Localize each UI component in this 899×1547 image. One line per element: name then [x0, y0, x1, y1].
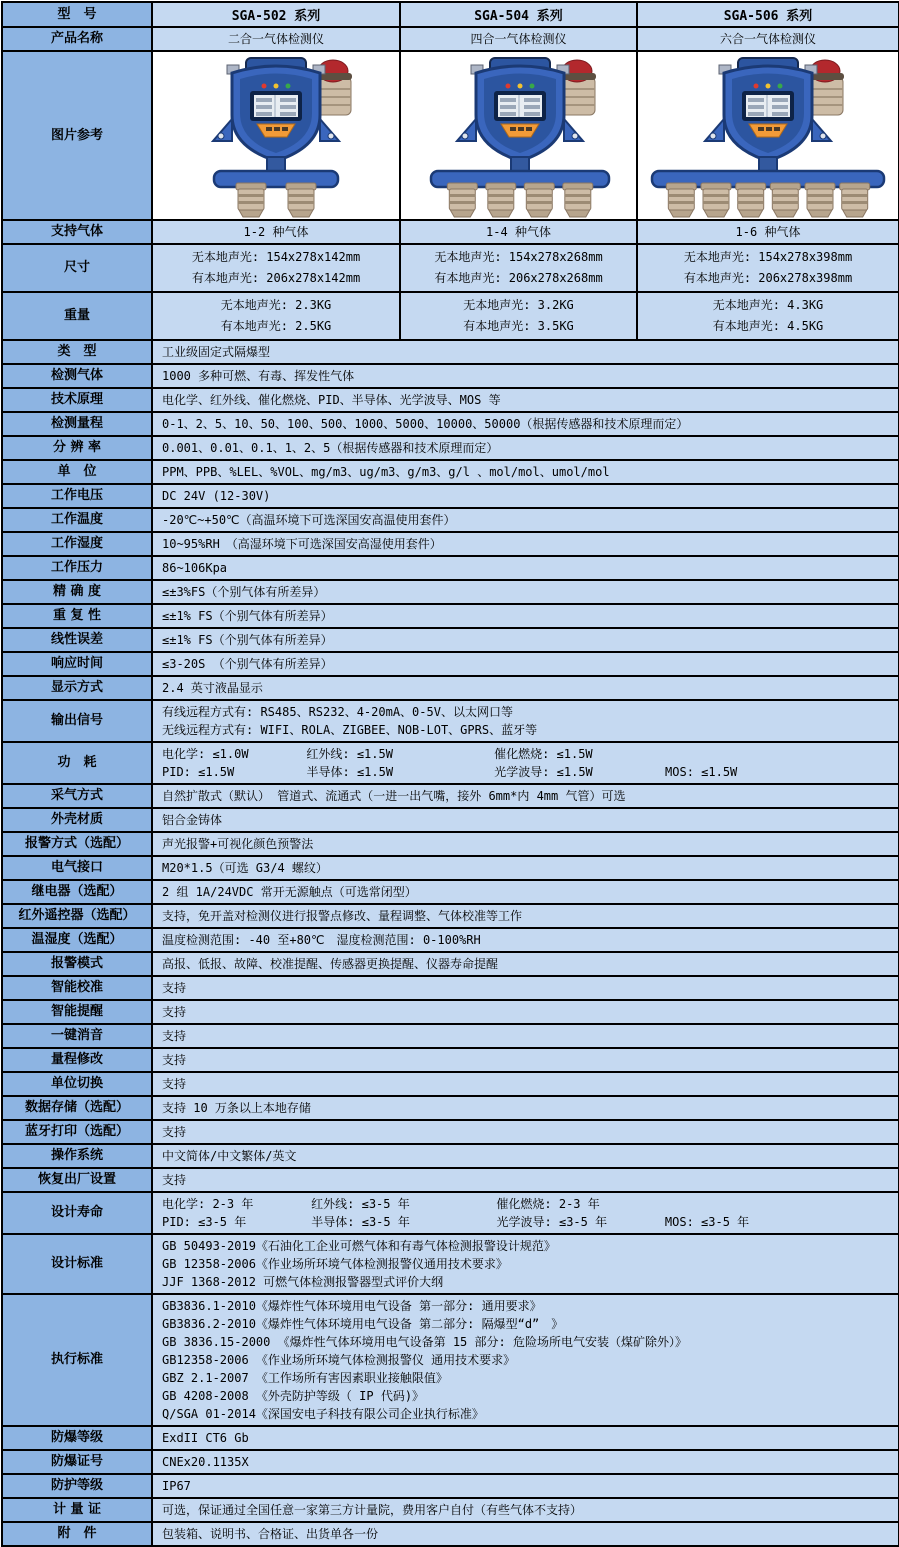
value-line: 0.001、0.01、0.1、1、2、5（根据传感器和技术原理而定） — [162, 441, 499, 455]
table-row — [2, 742, 899, 784]
value-line: 铝合金铸体 — [162, 813, 223, 827]
cell-linearity-error — [152, 628, 899, 652]
value-line: IP67 — [162, 1479, 191, 1493]
table-row — [2, 1498, 899, 1522]
value-line: 支持，免开盖对检测仪进行报警点修改、量程调整、气体校准等工作 — [162, 909, 523, 923]
value-line: 无本地声光: 154x278x268mm — [434, 250, 603, 264]
cell-bluetooth-printing — [152, 1120, 899, 1144]
value-line: 无本地声光: 154x278x142mm — [191, 250, 361, 264]
detector-head — [213, 58, 339, 161]
cell-product-name — [637, 27, 899, 51]
product-image — [400, 51, 637, 220]
row-label-resolution: 分 辨 率 — [2, 436, 152, 460]
table-row — [2, 856, 899, 880]
table-row — [2, 1048, 899, 1072]
sensor-probe — [236, 183, 266, 217]
value-line: GB3836.2-2010《爆炸性气体环境用电气设备 第二部分: 隔爆型“d” 》 — [162, 1317, 564, 1331]
value-line: GB3836.1-2010《爆炸性气体环境用电气设备 第一部分: 通用要求》 — [162, 1299, 542, 1313]
row-label-dimensions: 尺寸 — [2, 244, 152, 292]
value-line: -20℃~+50℃（高温环境下可选深国安高温使用套件） — [162, 513, 456, 527]
value-line: GB 4208-2008 《外壳防护等级（ IP 代码)》 — [162, 1389, 425, 1403]
table-row — [2, 364, 899, 388]
cell-weight — [152, 292, 400, 340]
model-name: SGA-504 系列 — [400, 2, 637, 27]
value-line: 六合一气体检测仪 — [719, 32, 816, 46]
table-row — [2, 880, 899, 904]
value-line: GB 50493-2019《石油化工企业可燃气体和有毒气体检测报警设计规范》 — [162, 1239, 556, 1253]
cell-data-storage — [152, 1096, 899, 1120]
cell-smart-calibration — [152, 976, 899, 1000]
row-label-explosion-proof-cert: 防爆证号 — [2, 1450, 152, 1474]
row-label-range-modification: 量程修改 — [2, 1048, 152, 1072]
table-row — [2, 784, 899, 808]
detector-head — [457, 58, 583, 161]
cell-accessories — [152, 1522, 899, 1546]
value-line: 支持 — [162, 1029, 187, 1043]
row-label-electrical-interface: 电气接口 — [2, 856, 152, 880]
sensor-probe — [701, 183, 731, 217]
row-label-repeatability: 重 复 性 — [2, 604, 152, 628]
model-name: SGA-502 系列 — [152, 2, 400, 27]
cell-smart-reminder — [152, 1000, 899, 1024]
cell-supported-gases — [152, 220, 400, 244]
manifold-bar — [214, 171, 338, 187]
cell-factory-reset — [152, 1168, 899, 1192]
value-line: GB12358-2006 《作业场所环境气体检测报警仪 通用技术要求》 — [162, 1353, 516, 1367]
value-line: JJF 1368-2012 可燃气体检测报警器型式评价大纲 — [162, 1275, 444, 1289]
table-row — [2, 436, 899, 460]
row-label-housing-material: 外壳材质 — [2, 808, 152, 832]
value-line: 中文简体/中文繁体/英文 — [162, 1149, 297, 1163]
value-line: 电化学、红外线、催化燃烧、PID、半导体、光学波导、MOS 等 — [162, 393, 501, 407]
table-row — [2, 604, 899, 628]
cell-units — [152, 460, 899, 484]
cell-accuracy — [152, 580, 899, 604]
table-row — [2, 556, 899, 580]
value-line: 高报、低报、故障、校准提醒、传感器更换提醒、仪器寿命提醒 — [162, 957, 499, 971]
sensor-probe — [840, 183, 870, 217]
value-line: 自然扩散式（默认） 管道式、流通式（一进一出气嘴，接外 6mm*内 4mm 气管）可选 — [162, 789, 626, 803]
gas-detector-illustration — [649, 53, 887, 219]
row-label-factory-reset: 恢复出厂设置 — [2, 1168, 152, 1192]
row-label-supported-gases: 支持气体 — [2, 220, 152, 244]
detector-head — [705, 58, 831, 161]
cell-sampling-method — [152, 784, 899, 808]
table-row — [2, 244, 899, 292]
row-label-one-key-mute: 一键消音 — [2, 1024, 152, 1048]
table-row — [2, 532, 899, 556]
cell-relay — [152, 880, 899, 904]
cell-output-signal — [152, 700, 899, 742]
table-row — [2, 808, 899, 832]
value-line: 有本地声光: 206x278x398mm — [683, 271, 853, 285]
table-row — [2, 27, 899, 51]
value-line: 电化学: ≤1.0W 红外线: ≤1.5W 催化燃烧: ≤1.5W — [162, 747, 593, 761]
sensor-probe — [666, 183, 696, 217]
value-line: 无本地声光: 2.3KG — [220, 298, 332, 312]
table-row — [2, 388, 899, 412]
cell-product-name — [400, 27, 637, 51]
table-row — [2, 832, 899, 856]
table-row — [2, 652, 899, 676]
value-line: 包装箱、说明书、合格证、出货单各一份 — [162, 1527, 379, 1541]
value-line: 电化学: 2-3 年 红外线: ≤3-5 年 催化燃烧: 2-3 年 — [162, 1197, 600, 1211]
table-row — [2, 412, 899, 436]
row-label-relay: 继电器（选配） — [2, 880, 152, 904]
cell-operating-system — [152, 1144, 899, 1168]
table-row — [2, 904, 899, 928]
cell-working-humidity — [152, 532, 899, 556]
gas-detector-illustration — [157, 53, 395, 219]
value-line: 无本地声光: 4.3KG — [712, 298, 824, 312]
cell-working-temperature — [152, 508, 899, 532]
cell-ir-remote — [152, 904, 899, 928]
row-label-executive-standards: 执行标准 — [2, 1294, 152, 1426]
row-label-units: 单 位 — [2, 460, 152, 484]
table-row — [2, 976, 899, 1000]
value-line: 10~95%RH （高湿环境下可选深国安高湿使用套件） — [162, 537, 442, 551]
value-line: 有本地声光: 206x278x142mm — [191, 271, 361, 285]
cell-dimensions — [152, 244, 400, 292]
cell-housing-material — [152, 808, 899, 832]
value-line: 声光报警+可视化颜色预警法 — [162, 837, 314, 851]
row-label-design-standards: 设计标准 — [2, 1234, 152, 1294]
table-row — [2, 1474, 899, 1498]
value-line: M20*1.5（可选 G3/4 螺纹） — [162, 861, 328, 875]
cell-detected-gases — [152, 364, 899, 388]
table-row — [2, 1168, 899, 1192]
model-name: SGA-506 系列 — [637, 2, 899, 27]
sensor-probe — [736, 183, 766, 217]
value-line: 1-6 种气体 — [735, 225, 801, 239]
row-label-working-voltage: 工作电压 — [2, 484, 152, 508]
value-line: 2.4 英寸液晶显示 — [162, 681, 263, 695]
row-label-data-storage: 数据存储（选配） — [2, 1096, 152, 1120]
cell-one-key-mute — [152, 1024, 899, 1048]
cell-working-voltage — [152, 484, 899, 508]
row-label-design-life: 设计寿命 — [2, 1192, 152, 1234]
value-line: 四合一气体检测仪 — [470, 32, 567, 46]
cell-display-mode — [152, 676, 899, 700]
value-line: 支持 — [162, 981, 187, 995]
cell-explosion-proof-grade — [152, 1426, 899, 1450]
cell-type — [152, 340, 899, 364]
value-line: 支持 — [162, 1005, 187, 1019]
cell-working-pressure — [152, 556, 899, 580]
value-line: PPM、PPB、%LEL、%VOL、mg/m3、ug/m3、g/m3、g/l 、mol/mol、umol/mol — [162, 465, 610, 479]
row-label-alarm-modes: 报警模式 — [2, 952, 152, 976]
row-label-output-signal: 输出信号 — [2, 700, 152, 742]
row-label-sampling-method: 采气方式 — [2, 784, 152, 808]
sensor-probe — [286, 183, 316, 217]
table-row — [2, 952, 899, 976]
cell-resolution — [152, 436, 899, 460]
table-row — [2, 508, 899, 532]
table-row — [2, 1294, 899, 1426]
row-label-detected-gases: 检测气体 — [2, 364, 152, 388]
table-row — [2, 484, 899, 508]
value-line: 无本地声光: 3.2KG — [463, 298, 574, 312]
value-line: 2 组 1A/24VDC 常开无源触点（可选常闭型） — [162, 885, 417, 899]
cell-executive-standards — [152, 1294, 899, 1426]
value-line: 支持 — [162, 1053, 187, 1067]
table-row — [2, 700, 899, 742]
table-row — [2, 1192, 899, 1234]
row-label-type: 类 型 — [2, 340, 152, 364]
table-row — [2, 1426, 899, 1450]
table-row — [2, 340, 899, 364]
sensor-probe — [563, 183, 593, 217]
row-label-metrology-cert: 计 量 证 — [2, 1498, 152, 1522]
cell-electrical-interface — [152, 856, 899, 880]
cell-unit-switching — [152, 1072, 899, 1096]
cell-metrology-cert — [152, 1498, 899, 1522]
value-line: ExdII CT6 Gb — [162, 1431, 249, 1445]
row-label-smart-reminder: 智能提醒 — [2, 1000, 152, 1024]
value-line: ≤±1% FS（个别气体有所差异） — [162, 609, 333, 623]
table-row — [2, 1144, 899, 1168]
table-row — [2, 1096, 899, 1120]
value-line: 86~106Kpa — [162, 561, 228, 575]
cell-product-name — [152, 27, 400, 51]
value-line: 有本地声光: 3.5KG — [463, 319, 574, 333]
sensor-probe — [524, 183, 554, 217]
row-label-ir-remote: 红外遥控器（选配） — [2, 904, 152, 928]
table-row — [2, 1522, 899, 1546]
cell-dimensions — [637, 244, 899, 292]
cell-detection-range — [152, 412, 899, 436]
row-label-working-humidity: 工作湿度 — [2, 532, 152, 556]
cell-alarm-modes — [152, 952, 899, 976]
row-label-technical-principle: 技术原理 — [2, 388, 152, 412]
value-line: 支持 10 万条以上本地存储 — [162, 1101, 311, 1115]
sensor-probe — [486, 183, 516, 217]
value-line: 有本地声光: 2.5KG — [220, 319, 332, 333]
table-row — [2, 1072, 899, 1096]
cell-dimensions — [400, 244, 637, 292]
table-row — [2, 460, 899, 484]
value-line: GB 12358-2006《作业场所环境气体检测报警仪通用技术要求》 — [162, 1257, 508, 1271]
cell-design-life — [152, 1192, 899, 1234]
row-label-display-mode: 显示方式 — [2, 676, 152, 700]
row-label-accuracy: 精 确 度 — [2, 580, 152, 604]
value-line: 有本地声光: 206x278x268mm — [434, 271, 603, 285]
row-label-unit-switching: 单位切换 — [2, 1072, 152, 1096]
table-row — [2, 928, 899, 952]
table-row — [2, 2, 899, 27]
value-line: CNEx20.1135X — [162, 1455, 249, 1469]
spec-table-body — [2, 2, 899, 1546]
value-line: PID: ≤1.5W 半导体: ≤1.5W 光学波导: ≤1.5W MOS: ≤1.5W — [162, 765, 738, 779]
cell-technical-principle — [152, 388, 899, 412]
value-line: 可选，保证通过全国任意一家第三方计量院，费用客户自付（有些气体不支持） — [162, 1503, 583, 1517]
value-line: DC 24V (12-30V) — [162, 489, 271, 503]
value-line: ≤±1% FS（个别气体有所差异） — [162, 633, 333, 647]
row-label-response-time: 响应时间 — [2, 652, 152, 676]
cell-power-consumption — [152, 742, 899, 784]
cell-protection-grade — [152, 1474, 899, 1498]
value-line: 支持 — [162, 1173, 187, 1187]
spec-table — [1, 1, 899, 1547]
row-label-product-name: 产品名称 — [2, 27, 152, 51]
value-line: 有线远程方式有: RS485、RS232、4-20mA、0-5V、以太网口等 — [162, 705, 513, 719]
value-line: 无线远程方式有: WIFI、ROLA、ZIGBEE、NOB-LOT、GPRS、蓝牙等 — [162, 723, 538, 737]
cell-alarm-method — [152, 832, 899, 856]
row-label-explosion-proof-grade: 防爆等级 — [2, 1426, 152, 1450]
row-label-working-temperature: 工作温度 — [2, 508, 152, 532]
table-row — [2, 580, 899, 604]
gas-detector-illustration — [401, 53, 637, 219]
value-line: PID: ≤3-5 年 半导体: ≤3-5 年 光学波导: ≤3-5 年 MOS: ≤3-5 年 — [162, 1215, 750, 1229]
row-label-image-reference: 图片参考 — [2, 51, 152, 220]
row-label-bluetooth-printing: 蓝牙打印（选配） — [2, 1120, 152, 1144]
table-row — [2, 628, 899, 652]
cell-temp-humidity — [152, 928, 899, 952]
cell-response-time — [152, 652, 899, 676]
table-row — [2, 676, 899, 700]
value-line: 1-2 种气体 — [243, 225, 309, 239]
row-label-model: 型 号 — [2, 2, 152, 27]
value-line: 无本地声光: 154x278x398mm — [683, 250, 853, 264]
product-image — [637, 51, 899, 220]
row-label-protection-grade: 防护等级 — [2, 1474, 152, 1498]
value-line: 支持 — [162, 1077, 187, 1091]
cell-weight — [400, 292, 637, 340]
cell-supported-gases — [400, 220, 637, 244]
table-row — [2, 1000, 899, 1024]
sensor-probe — [770, 183, 800, 217]
row-label-accessories: 附 件 — [2, 1522, 152, 1546]
table-row — [2, 1234, 899, 1294]
value-line: ≤3-20S （个别气体有所差异） — [162, 657, 333, 671]
table-row — [2, 1120, 899, 1144]
cell-weight — [637, 292, 899, 340]
value-line: 温度检测范围: -40 至+80℃ 湿度检测范围: 0-100%RH — [162, 933, 481, 947]
table-row — [2, 220, 899, 244]
value-line: 工业级固定式隔爆型 — [162, 345, 271, 359]
value-line: 有本地声光: 4.5KG — [712, 319, 824, 333]
value-line: ≤±3%FS（个别气体有所差异） — [162, 585, 326, 599]
table-row — [2, 51, 899, 220]
value-line: 支持 — [162, 1125, 187, 1139]
value-line: 1000 多种可燃、有毒、挥发性气体 — [162, 369, 355, 383]
row-label-weight: 重量 — [2, 292, 152, 340]
cell-range-modification — [152, 1048, 899, 1072]
value-line: 二合一气体检测仪 — [227, 32, 324, 46]
value-line: GB 3836.15-2000 《爆炸性气体环境用电气设备第 15 部分: 危险场所电气安装（煤矿除外）》 — [162, 1335, 687, 1349]
sensor-probe — [447, 183, 477, 217]
table-row — [2, 1024, 899, 1048]
value-line: GBZ 2.1-2007 《工作场所有害因素职业接触限值》 — [162, 1371, 448, 1385]
row-label-detection-range: 检测量程 — [2, 412, 152, 436]
row-label-power-consumption: 功 耗 — [2, 742, 152, 784]
table-row — [2, 292, 899, 340]
value-line: 0-1、2、5、10、50、100、500、1000、5000、10000、50000（根据传感器和技术原理而定） — [162, 417, 689, 431]
value-line: 1-4 种气体 — [486, 225, 551, 239]
cell-design-standards — [152, 1234, 899, 1294]
row-label-operating-system: 操作系统 — [2, 1144, 152, 1168]
sensor-probe — [805, 183, 835, 217]
row-label-alarm-method: 报警方式（选配） — [2, 832, 152, 856]
row-label-smart-calibration: 智能校准 — [2, 976, 152, 1000]
cell-repeatability — [152, 604, 899, 628]
row-label-linearity-error: 线性误差 — [2, 628, 152, 652]
cell-supported-gases — [637, 220, 899, 244]
value-line: Q/SGA 01-2014《深国安电子科技有限公司企业执行标准》 — [162, 1407, 484, 1421]
row-label-temp-humidity: 温湿度（选配） — [2, 928, 152, 952]
product-image — [152, 51, 400, 220]
row-label-working-pressure: 工作压力 — [2, 556, 152, 580]
